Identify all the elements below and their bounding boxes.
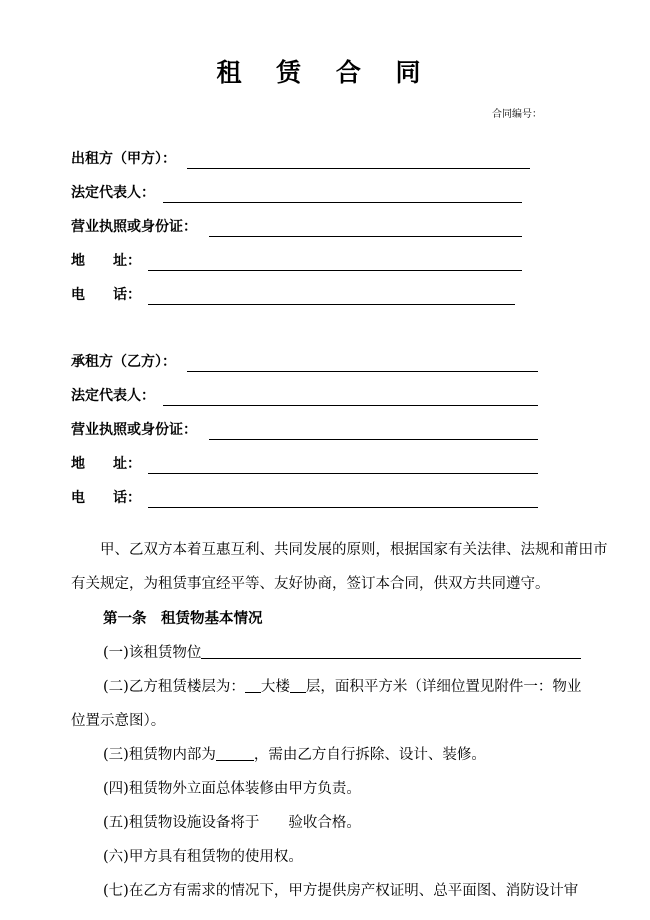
lessee-name-line bbox=[187, 371, 538, 372]
article1-item3-blank bbox=[216, 745, 254, 761]
lessor-address-field bbox=[71, 249, 531, 273]
lessor-license-label: 营业执照或身份证： bbox=[71, 219, 197, 235]
lessor-phone-line bbox=[148, 304, 515, 305]
lessor-phone-label: 电 话： bbox=[71, 287, 141, 303]
lessor-name-label: 出租方（甲方）： bbox=[71, 151, 176, 167]
lessee-address-label: 地 址： bbox=[71, 456, 141, 472]
contract-number-label: 合同编号： bbox=[492, 109, 542, 120]
intro-paragraph: 甲、乙双方本着互惠互利、共同发展的原则，根据国家有关法律、法规和莆田市有关规定，为租赁事宜经平等、友好协商，签订本合同，供双方共同遵守。 bbox=[71, 542, 608, 592]
lessor-phone-field bbox=[71, 283, 531, 307]
lessee-license-line bbox=[209, 439, 538, 440]
article1-item1-blank bbox=[201, 643, 581, 659]
article1-item3-text-a: (三)租赁物内部为 bbox=[103, 747, 216, 763]
article1-heading: 第一条 租赁物基本情况 bbox=[103, 611, 263, 627]
article1-item4: (四)租赁物外立面总体装修由甲方负责。 bbox=[103, 781, 361, 797]
article1-item3 bbox=[103, 745, 486, 765]
article1-item5: (五)租赁物设施设备将于 验收合格。 bbox=[103, 815, 361, 831]
lessor-address-line bbox=[148, 270, 522, 271]
lessee-name-field bbox=[71, 350, 541, 374]
lessee-license-label: 营业执照或身份证： bbox=[71, 422, 197, 438]
lessor-address-label: 地 址： bbox=[71, 253, 141, 269]
article1-item2-text-c: 层，面积平方米（详细位置见附件一：物业 bbox=[305, 679, 582, 695]
lessor-rep-label: 法定代表人： bbox=[71, 185, 155, 201]
lessee-license-field bbox=[71, 418, 541, 442]
article1-item3-text-b: ，需由乙方自行拆除、设计、装修。 bbox=[253, 747, 486, 763]
lessee-address-line bbox=[148, 473, 538, 474]
lessor-license-line bbox=[209, 236, 522, 237]
lessor-rep-field bbox=[71, 181, 531, 205]
lessee-address-field bbox=[71, 452, 541, 476]
article1-item1-text: (一)该租赁物位 bbox=[103, 645, 202, 661]
article1-item7: (七)在乙方有需求的情况下，甲方提供房产权证明、总平面图、消防设计审 bbox=[103, 883, 579, 899]
lessee-name-label: 承租方（乙方）： bbox=[71, 354, 176, 370]
lessor-name-line bbox=[187, 168, 530, 169]
lessee-rep-line bbox=[163, 405, 538, 406]
article1-item2-text-b: 大楼 bbox=[260, 679, 290, 695]
lessee-phone-label: 电 话： bbox=[71, 490, 141, 506]
article1-item6: (六)甲方具有租赁物的使用权。 bbox=[103, 849, 303, 865]
article1-item2-continued: 位置示意图）。 bbox=[71, 713, 166, 729]
article1-item2-blank-2 bbox=[290, 677, 306, 693]
article1-item2-text-a: (二)乙方租赁楼层为： bbox=[103, 679, 245, 695]
lessee-rep-label: 法定代表人： bbox=[71, 388, 155, 404]
document-title: 租 赁 合 同 bbox=[216, 58, 434, 87]
lessee-phone-line bbox=[148, 507, 538, 508]
lessor-license-field bbox=[71, 215, 531, 239]
article1-item1 bbox=[103, 643, 581, 663]
lessee-phone-field bbox=[71, 486, 541, 510]
article1-item2-blank-1 bbox=[245, 677, 261, 693]
lessor-name-field bbox=[71, 147, 531, 171]
lessee-rep-field bbox=[71, 384, 541, 408]
article1-item2 bbox=[103, 677, 581, 697]
lessor-rep-line bbox=[163, 202, 522, 203]
